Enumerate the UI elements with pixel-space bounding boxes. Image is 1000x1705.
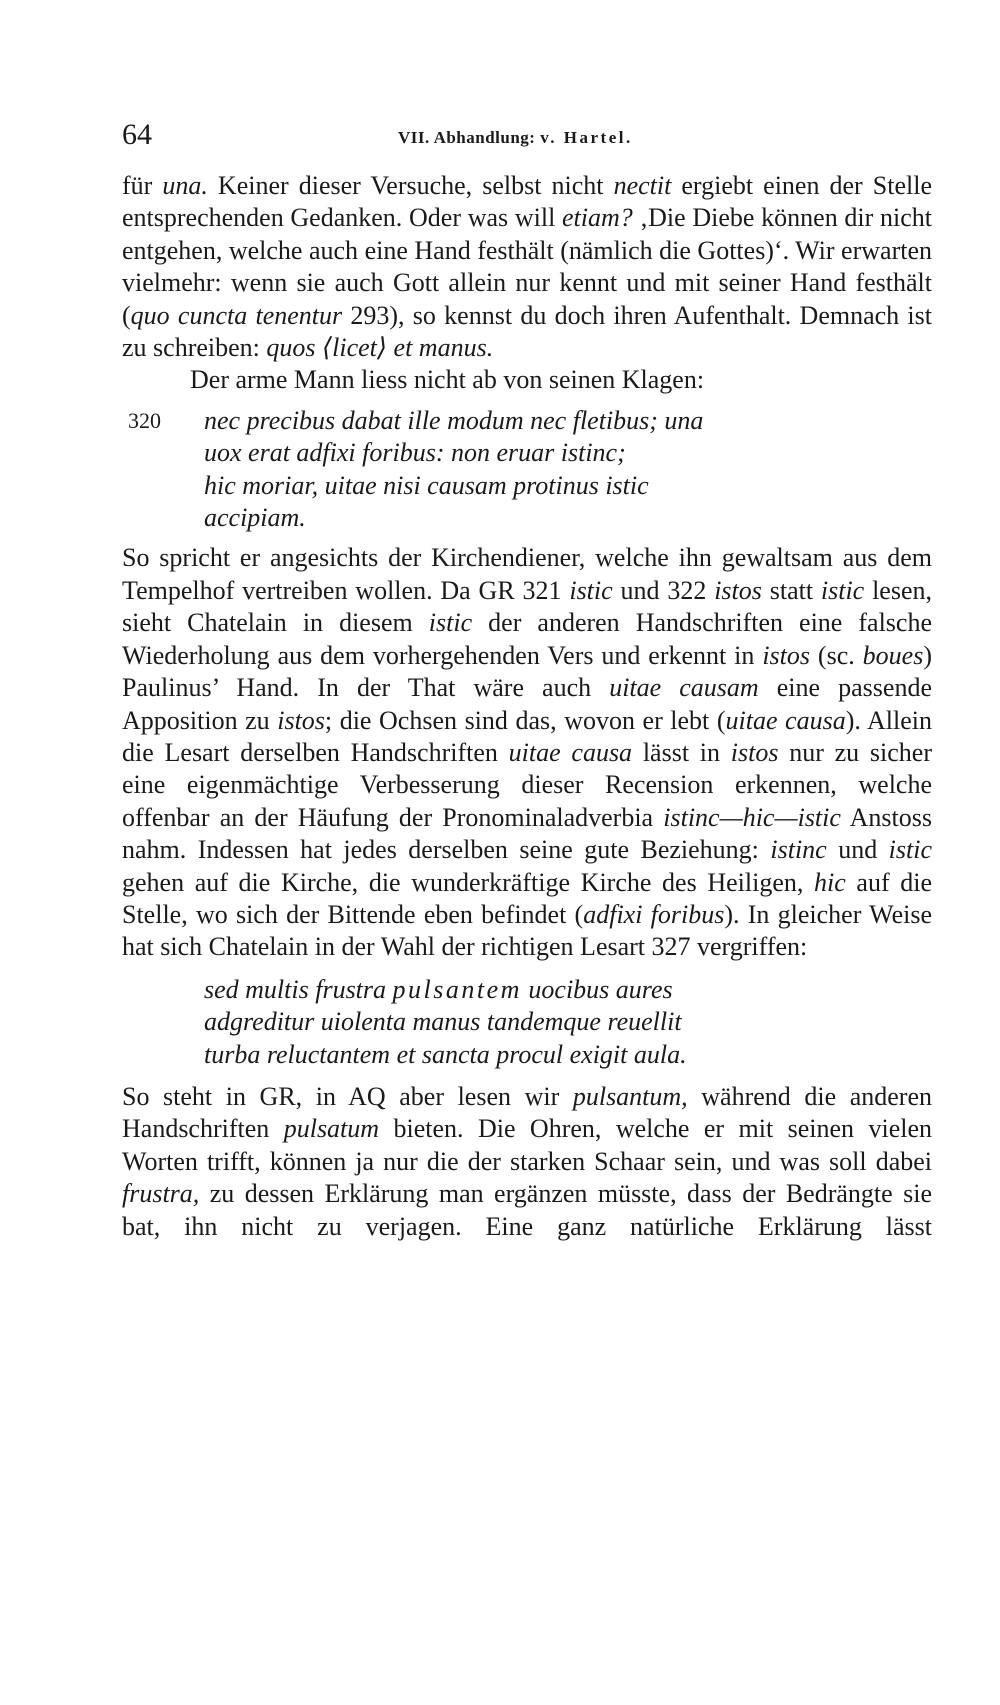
latin-term: boues <box>862 640 924 670</box>
running-head <box>398 128 633 148</box>
text-run: und <box>826 835 889 865</box>
latin-term: frustra, <box>122 1179 200 1209</box>
text-run: der anderen Handschriften eine falsche Wiederholung aus dem vorhergehenden Vers und erkennt in <box>122 608 933 670</box>
text-run: nur zu sicher eine eigenmächtige Verbesserung dieser Recension erkennen, welche offenbar an der Häufung der Pronominaladverbia <box>122 737 933 832</box>
spaced-word: pulsantem <box>392 974 522 1004</box>
page-number: 64 <box>122 118 152 151</box>
latin-term: pulsantum, <box>572 1081 688 1111</box>
verse-line: hic moriar, uitae nisi causam protinus istic <box>204 470 649 500</box>
verse-line: turba reluctantem et sancta procul exigit aula. <box>204 1039 687 1069</box>
text-run: statt <box>761 575 821 605</box>
text-run: ‚Die Diebe können dir nicht entgehen, welche auch eine Hand festhält (nämlich die Gottes)‘. Wir erwarten vielmehr: wenn sie auch Gott allein nur kennt und mit seiner Hand festhält ( <box>122 203 933 330</box>
verse-line: adgreditur uiolenta manus tandemque reuellit <box>204 1007 682 1037</box>
latin-term: istinc—hic—istic <box>663 802 841 832</box>
latin-term: uitae causam <box>609 673 759 703</box>
line-number: 320 <box>128 407 161 433</box>
text-run: während die anderen Handschriften <box>122 1081 932 1144</box>
text-run: ergiebt einen der Stelle entsprechenden Gedanken. Oder was will <box>122 171 932 233</box>
running-head-author: v. Hartel. <box>540 128 633 147</box>
text-run: Anstoss nahm. Indessen hat jedes derselben seine gute Beziehung: <box>122 802 933 865</box>
verse-line: uox erat adfixi foribus: non eruar istinc; <box>204 438 626 468</box>
text-run: zu dessen Erklärung man ergänzen müsste, dass der Bedrängte sie bat, ihn nicht zu verjagen. Eine ganz natürliche Erklärung lässt <box>122 1179 932 1241</box>
latin-term: hic <box>814 867 846 897</box>
latin-term: quo cuncta tenentur <box>130 300 343 330</box>
latin-term: pulsatum <box>283 1114 380 1144</box>
text-run: gehen auf die Kirche, die wunderkräftige Kirche des Heiligen, <box>122 867 814 897</box>
latin-term: istic <box>428 608 473 638</box>
paragraph-2: Der arme Mann liess nicht ab von seinen Klagen: <box>190 365 705 395</box>
latin-term: istic <box>569 575 613 605</box>
text-run: So steht in GR, in AQ aber lesen wir <box>122 1081 573 1111</box>
latin-term: istic <box>888 835 933 865</box>
text-run: (sc. <box>810 640 863 670</box>
verse-line: accipiam. <box>204 503 306 533</box>
latin-term: uitae causa <box>725 705 846 735</box>
latin-term: istos <box>277 705 325 735</box>
text-run: eine passende Apposition zu <box>122 673 932 735</box>
text-run: lässt in <box>632 737 731 767</box>
text-run: bieten. Die Ohren, welche er mit seinen vielen Worten trifft, können ja nur die der starken Schaar sein, und was soll dabei <box>122 1114 933 1176</box>
verse-text: uocibus aures <box>521 974 673 1004</box>
text-run: ) Paulinus’ Hand. In der That wäre auch <box>122 640 932 703</box>
page-header <box>122 118 932 158</box>
text-run: auf die Stelle, wo sich der Bittende eben befindet ( <box>122 867 932 929</box>
paragraph-3 <box>122 542 932 963</box>
latin-term: nectit <box>613 171 672 200</box>
verse-text: sed multis frustra <box>204 974 393 1004</box>
paragraph-1 <box>122 170 932 364</box>
latin-term: etiam? <box>562 203 633 233</box>
verse-block-2 <box>122 974 932 1071</box>
verse-block-1 <box>122 405 932 535</box>
text-run: ; die Ochsen sind das, wovon er lebt ( <box>324 705 726 735</box>
text-run: und 322 <box>612 575 715 605</box>
text-run: ). Allein die Lesart derselben Handschriften <box>122 705 932 767</box>
latin-term: istic <box>820 575 865 605</box>
text-run: lesen, sieht Chatelain in diesem <box>122 575 932 638</box>
latin-term: istos <box>762 640 811 670</box>
latin-term: istos <box>730 737 779 767</box>
text-run: ). In gleicher Weise hat sich Chatelain in der Wahl der richtigen Lesart 327 vergriffen: <box>122 899 933 962</box>
running-head-prefix: VII. Abhandlung: <box>398 128 536 147</box>
text-run: für <box>122 171 163 200</box>
latin-term: quos ⟨licet⟩ et manus. <box>266 333 494 363</box>
text-run: 293), so kennst du doch ihren Aufenthalt. Demnach ist zu schreiben: <box>122 300 932 363</box>
verse-line <box>204 974 932 1006</box>
latin-term: istos <box>714 575 762 605</box>
latin-term: una. <box>162 171 208 200</box>
text-run: So spricht er angesichts der Kirchendiener, welche ihn gewaltsam aus dem Tempelhof vertreiben wollen. Da GR 321 <box>122 543 932 605</box>
text-run: Keiner dieser Versuche, selbst nicht <box>207 171 614 200</box>
page-body <box>122 170 932 1243</box>
latin-term: uitae causa <box>508 737 633 767</box>
verse-line: nec precibus dabat ille modum nec fletibus; una <box>204 405 704 435</box>
latin-term: adfixi foribus <box>583 899 725 929</box>
paragraph-4 <box>122 1081 932 1243</box>
latin-term: istinc <box>770 835 827 865</box>
